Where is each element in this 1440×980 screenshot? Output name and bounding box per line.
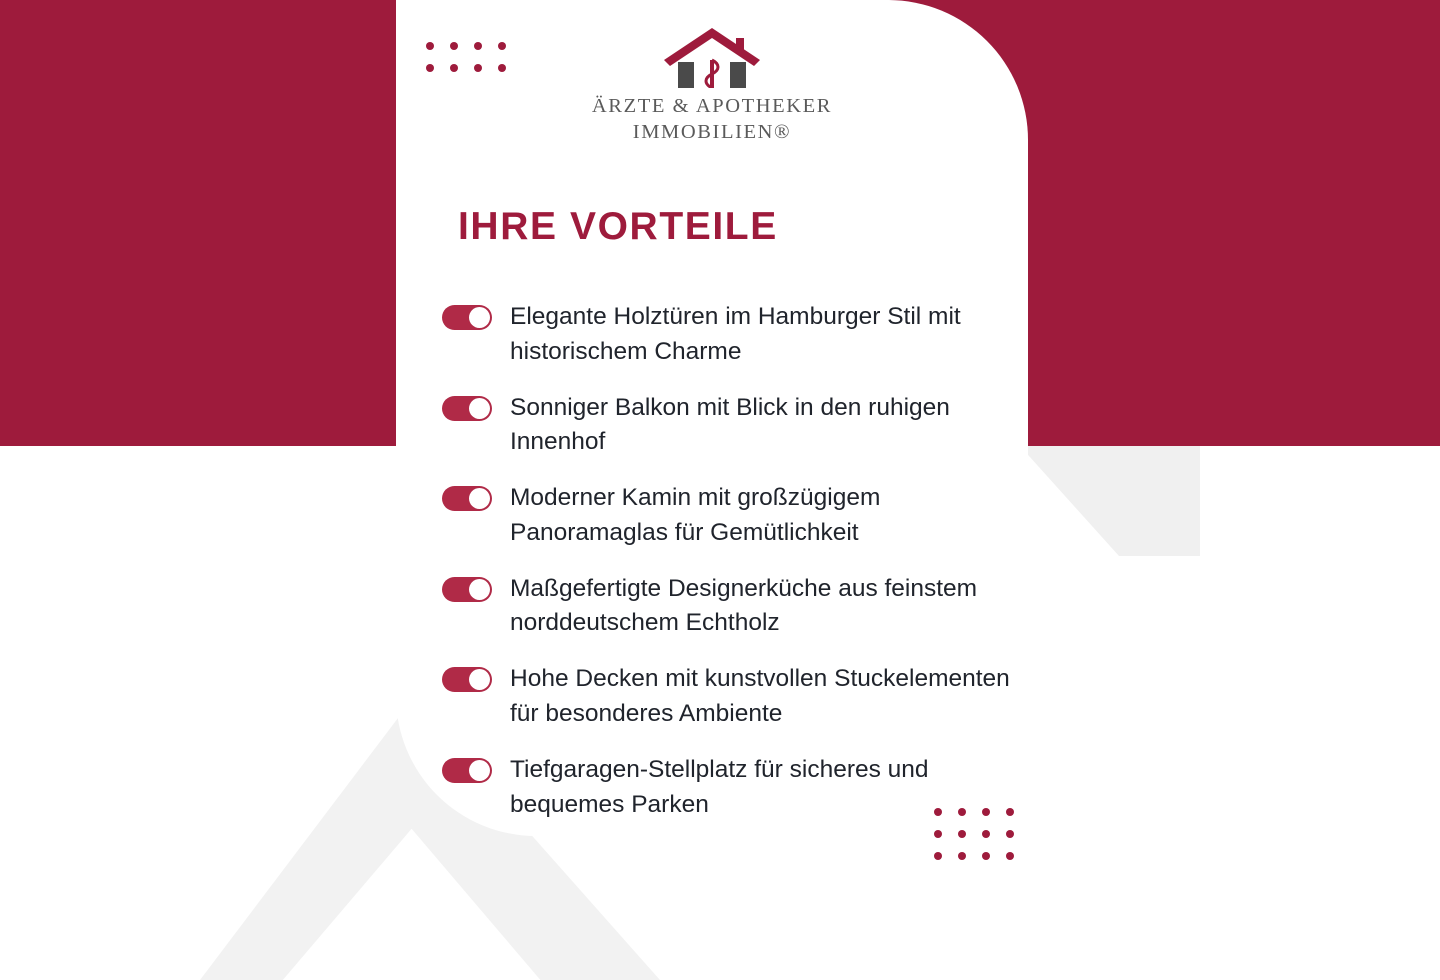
list-item-label: Sonniger Balkon mit Blick in den ruhigen Innenhof xyxy=(510,393,950,456)
benefits-list xyxy=(442,300,1022,843)
list-item xyxy=(442,391,1022,461)
list-item-label: Tiefgaragen-Stellplatz für sicheres und bequemes Parken xyxy=(510,755,929,818)
toggle-switch-icon[interactable] xyxy=(442,667,492,692)
list-item xyxy=(442,572,1022,642)
list-item xyxy=(442,481,1022,551)
toggle-switch-icon[interactable] xyxy=(442,758,492,783)
toggle-switch-icon[interactable] xyxy=(442,486,492,511)
list-item-label: Hohe Decken mit kunstvollen Stuckelementen für besonderes Ambiente xyxy=(510,665,1010,728)
toggle-switch-icon[interactable] xyxy=(442,305,492,330)
list-item xyxy=(442,662,1022,732)
brand-name-line2: IMMOBILIEN® xyxy=(632,120,792,143)
dot-grid-bottom-icon xyxy=(934,808,1030,874)
page-title: IHRE VORTEILE xyxy=(458,205,778,248)
list-item-label: Maßgefertigte Designerküche aus feinstem norddeutschem Echtholz xyxy=(510,574,978,637)
list-item-label: Elegante Holztüren im Hamburger Stil mit historischem Charme xyxy=(510,303,961,365)
list-item xyxy=(442,300,1022,370)
toggle-switch-icon[interactable] xyxy=(442,577,492,602)
brand-name xyxy=(396,94,1028,145)
content-card xyxy=(396,0,1028,836)
house-with-pharmacy-symbol-icon xyxy=(656,26,768,88)
brand-logo xyxy=(396,26,1028,145)
brand-name-line1: ÄRZTE & APOTHEKER xyxy=(591,95,833,117)
toggle-switch-icon[interactable] xyxy=(442,396,492,421)
list-item-label: Moderner Kamin mit großzügigem Panoramaglas für Gemütlichkeit xyxy=(510,484,881,546)
